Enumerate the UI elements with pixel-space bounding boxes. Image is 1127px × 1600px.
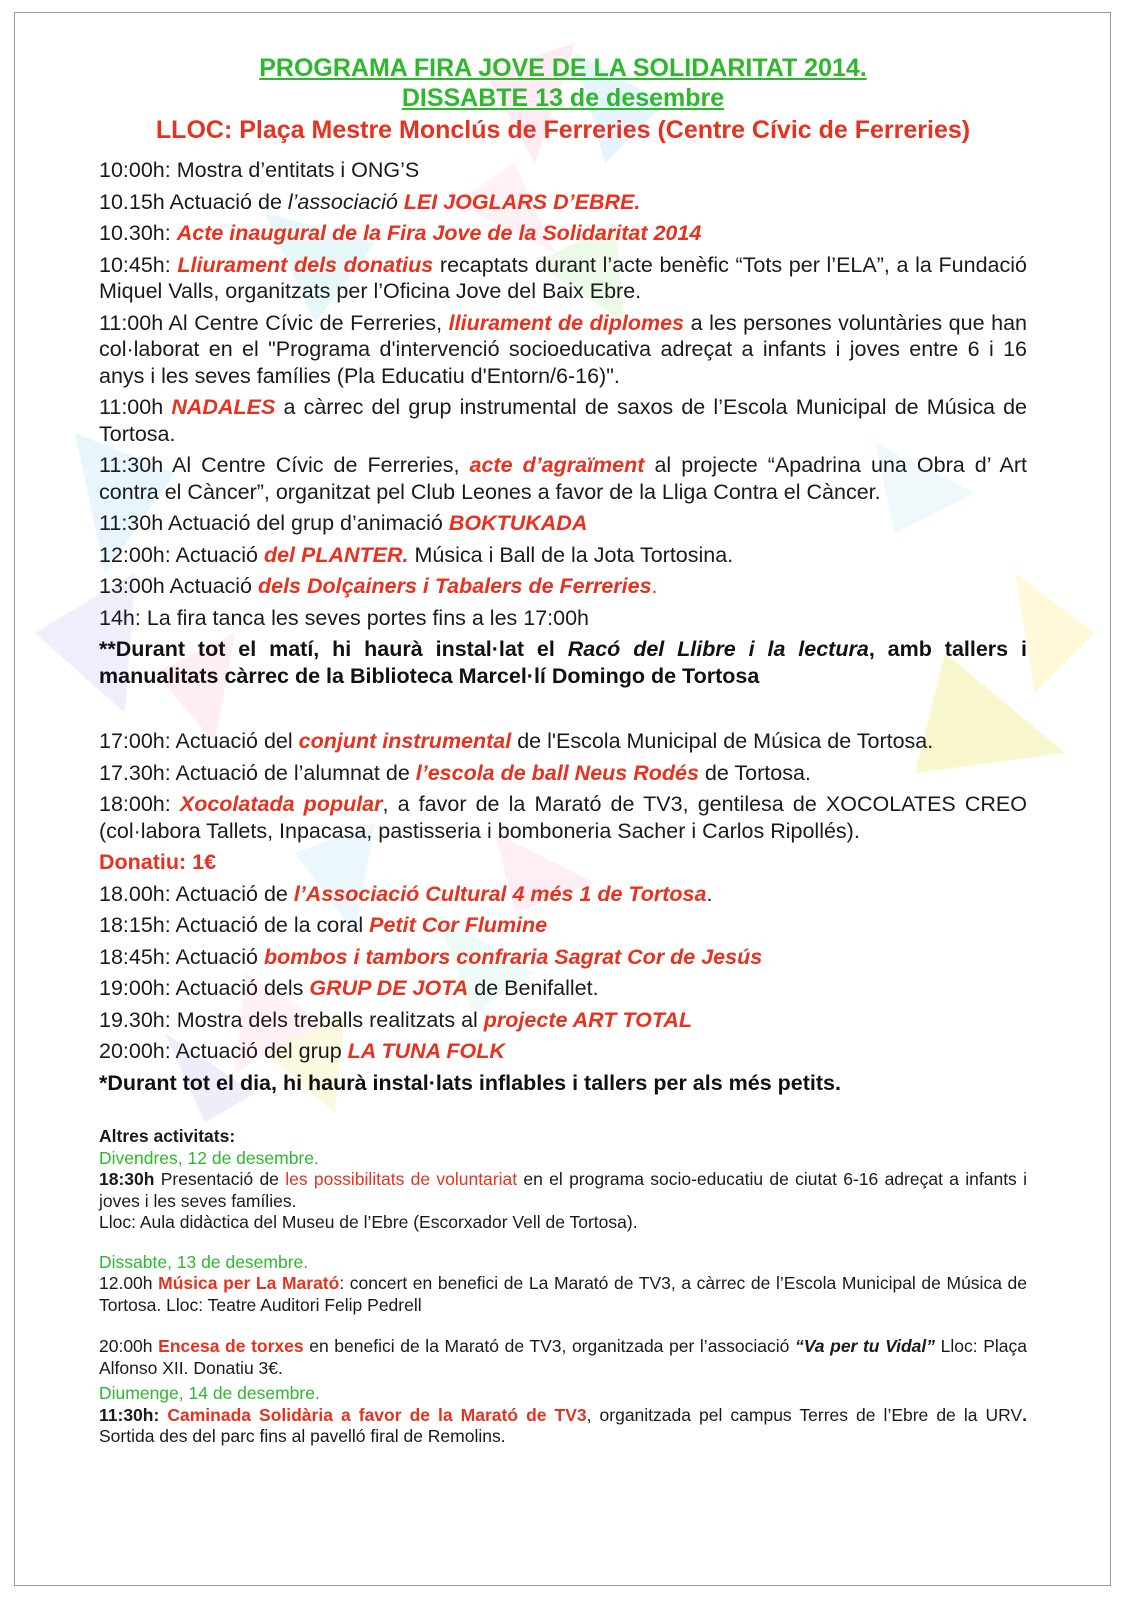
schedule-item: 17:00h: Actuació del conjunt instrumental de l'Escola Municipal de Música de Tortosa. — [99, 729, 934, 753]
day-heading: Diumenge, 14 de desembre. — [99, 1383, 320, 1403]
morning-note: **Durant tot el matí, hi haurà instal·lat el Racó del Llibre i la lectura, amb tallers i manualitats càrrec de la Biblioteca Marcel·lí Domingo de Tortosa — [99, 637, 1028, 688]
other-activities-heading: Altres activitats: — [99, 1126, 236, 1146]
day-heading: Divendres, 12 de desembre. — [99, 1147, 319, 1168]
schedule-item: 12:00h: Actuació del PLANTER. Música i Ball de la Jota Tortosina. — [99, 542, 734, 567]
activity-item: 20:00h Encesa de torxes en benefici de la Marató de TV3, organitzada per l’associació “Va per tu Vidal” Lloc: Plaça Alfonso XII. Donatiu 3€. — [99, 1336, 1027, 1378]
day-note: *Durant tot el dia, hi haurà instal·lats inflables i tallers per als més petits. — [99, 1070, 841, 1095]
program-title: PROGRAMA FIRA JOVE DE LA SOLIDARITAT 2014. — [259, 54, 867, 82]
schedule-item: 10.15h Actuació de l’associació LEI JOGLARS D’EBRE. — [99, 189, 641, 214]
saturday-block — [99, 1252, 1027, 1380]
document-frame — [14, 12, 1111, 1586]
schedule-item: 18.00h: Actuació de l’Associació Cultural 4 més 1 de Tortosa. — [99, 881, 713, 906]
program-page — [99, 53, 1027, 1448]
schedule-item: 19:00h: Actuació dels GRUP DE JOTA de Benifallet. — [99, 976, 599, 1000]
activity-item: 12.00h Música per La Marató: concert en benefici de La Marató de TV3, a càrrec de l’Escola Municipal de Música de Tortosa. Lloc: Teatre Auditori Felip Pedrell — [99, 1273, 1027, 1315]
other-activities — [99, 1126, 1027, 1448]
activity-item: 11:30h: Caminada Solidària a favor de la Marató de TV3, organitzada pel campus Terres de l’Ebre de la URV. Sortida des del parc fins al pavelló firal de Remolins. — [99, 1404, 1027, 1446]
activity-place: Lloc: Aula didàctica del Museu de l’Ebre (Escorxador Vell de Tortosa). — [99, 1212, 638, 1232]
friday-block — [99, 1148, 1027, 1234]
schedule-item: 13:00h Actuació dels Dolçainers i Tabalers de Ferreries. — [99, 574, 658, 598]
schedule-item: 17.30h: Actuació de l’alumnat de l’escola de ball Neus Rodés de Tortosa. — [99, 760, 811, 785]
schedule-item: 11:30h Al Centre Cívic de Ferreries, acte d’agraïment al projecte “Apadrina una Obra d’ Art contra el Càncer”, organitzat pel Club Leones a favor de la Lliga Contra el Càncer. — [99, 453, 1027, 504]
program-place: LLOC: Plaça Mestre Monclús de Ferreries (Centre Cívic de Ferreries) — [155, 116, 971, 144]
schedule-item: 18:45h: Actuació bombos i tambors confraria Sagrat Cor de Jesús — [99, 944, 763, 969]
schedule-item: 11:30h Actuació del grup d’animació BOKTUKADA — [99, 511, 588, 535]
program-date: DISSABTE 13 de desembre — [401, 84, 725, 112]
schedule-item: 18:15h: Actuació de la coral Petit Cor Flumine — [99, 913, 548, 937]
schedule-item: 19.30h: Mostra dels treballs realitzats al projecte ART TOTAL — [99, 1007, 693, 1032]
schedule-item: 11:00h NADALES a càrrec del grup instrumental de saxos de l’Escola Municipal de Música de Tortosa. — [99, 395, 1027, 446]
day-heading: Dissabte, 13 de desembre. — [99, 1251, 309, 1272]
schedule — [99, 157, 1027, 1096]
schedule-item: 20:00h: Actuació del grup LA TUNA FOLK — [99, 1039, 505, 1063]
schedule-item: 10:45h: Lliurament dels donatius recaptats durant l’acte benèfic “Tots per l’ELA”, a la Fundació Miquel Valls, organitzats per l’Oficina Jove del Baix Ebre. — [99, 252, 1027, 303]
schedule-item: 18:00h: Xocolatada popular, a favor de la Marató de TV3, gentilesa de XOCOLATES CREO (col·labora Tallets, Inpacasa, pastisseria i bomboneria Sacher i Carlos Ripollés). — [99, 792, 1027, 843]
donation-label: Donatiu: 1€ — [99, 850, 217, 874]
spacer — [99, 694, 1027, 728]
activity-item: 18:30h Presentació de les possibilitats de voluntariat en el programa socio-educatiu de ciutat 6-16 adreçat a infants i joves i les seves famílies. — [99, 1169, 1027, 1211]
schedule-item: 14h: La fira tanca les seves portes fins a les 17:00h — [99, 605, 590, 630]
sunday-block — [99, 1383, 1027, 1448]
schedule-item: 10:00h: Mostra d’entitats i ONG’S — [99, 158, 420, 182]
schedule-item: 10.30h: Acte inaugural de la Fira Jove de la Solidaritat 2014 — [99, 221, 702, 245]
schedule-item: 11:00h Al Centre Cívic de Ferreries, lliurament de diplomes a les persones voluntàries que han col·laborat en el "Programa d'intervenció socioeducativa adreçat a infants i joves entre 6 i 16 anys i les seves famílies (Pla Educatiu d'Entorn/6-16)". — [99, 310, 1027, 388]
